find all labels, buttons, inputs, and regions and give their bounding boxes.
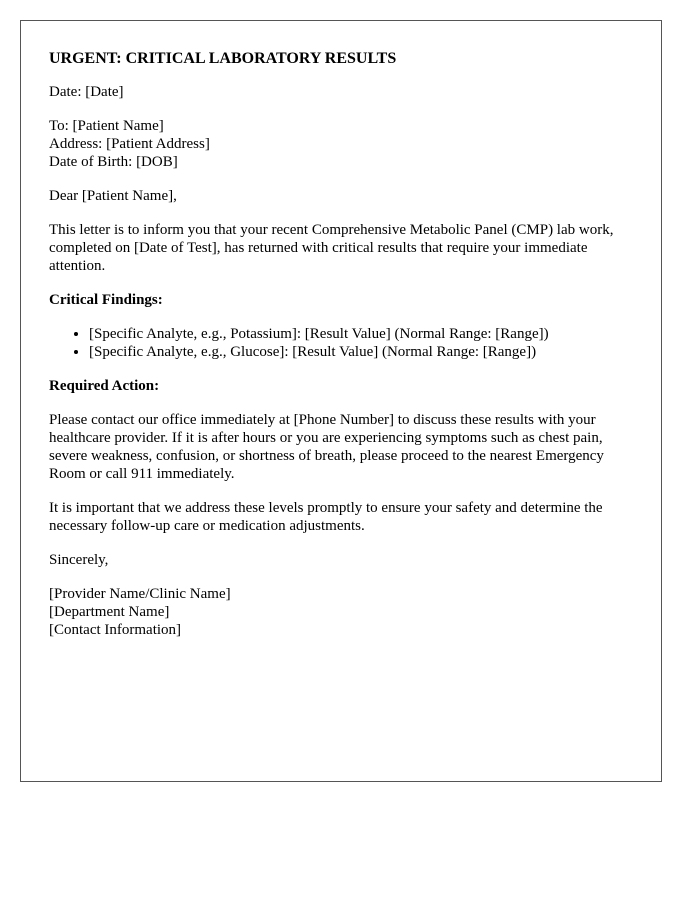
recipient-name: To: [Patient Name] <box>49 118 164 134</box>
signature-provider: [Provider Name/Clinic Name] <box>49 586 231 602</box>
intro-paragraph: This letter is to inform you that your recent Comprehensive Metabolic Panel (CMP) lab work, completed on [Date of Test], has returned with critical results that require your immediate attention. <box>49 222 614 274</box>
letter-date: Date: [Date] <box>49 84 124 100</box>
action-paragraph: Please contact our office immediately at [Phone Number] to discuss these results with your healthcare provider. If it is after hours or you are experiencing symptoms such as chest pain, severe weakness, confusion, or shortness of breath, please proceed to the nearest Emergency Room or call 911 immediately. <box>49 412 604 482</box>
importance-paragraph: It is important that we address these levels promptly to ensure your safety and determine the necessary follow-up care or medication adjustments. <box>49 500 603 534</box>
finding-item: • [Specific Analyte, e.g., Potassium]: [Result Value] (Normal Range: [Range]) <box>89 325 633 343</box>
findings-heading: Critical Findings: <box>49 292 163 308</box>
recipient-address: Address: [Patient Address] <box>49 136 210 152</box>
letter-title: URGENT: CRITICAL LABORATORY RESULTS <box>49 50 397 67</box>
signature-contact: [Contact Information] <box>49 622 182 638</box>
recipient-dob: Date of Birth: [DOB] <box>49 154 178 170</box>
salutation: Dear [Patient Name], <box>49 188 177 204</box>
recipient-block <box>49 117 633 171</box>
finding-item: • [Specific Analyte, e.g., Glucose]: [Result Value] (Normal Range: [Range]) <box>89 343 633 361</box>
signature-block <box>49 585 633 639</box>
letter-page <box>20 20 662 782</box>
closing: Sincerely, <box>49 552 109 568</box>
action-heading: Required Action: <box>49 378 160 394</box>
findings-list <box>49 325 633 361</box>
signature-department: [Department Name] <box>49 604 170 620</box>
